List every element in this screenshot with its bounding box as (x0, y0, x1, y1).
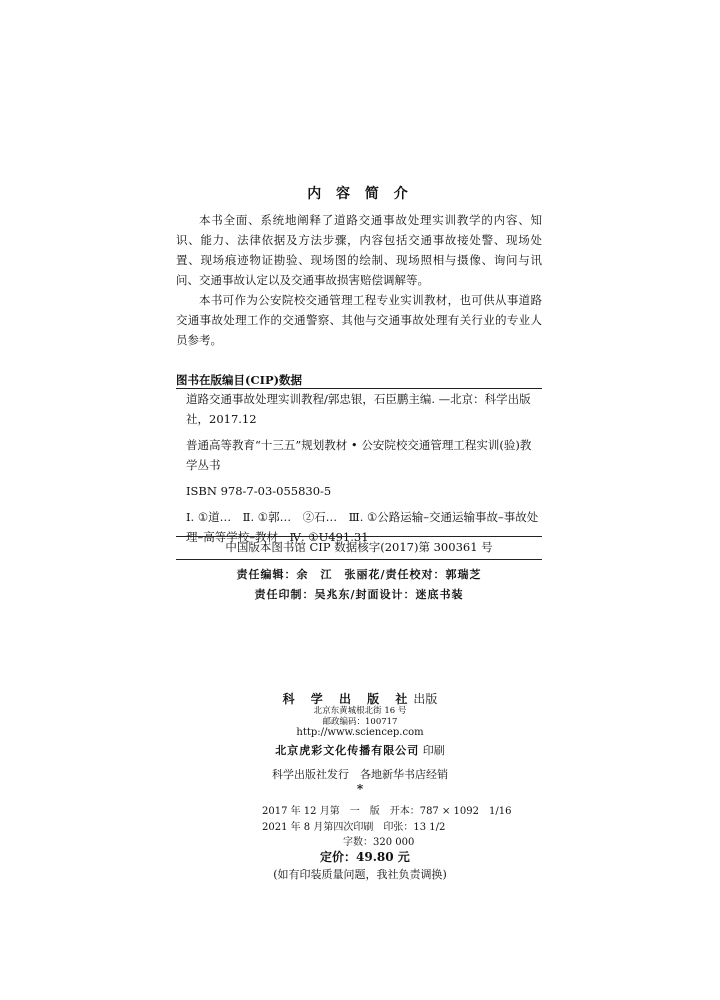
distribution-line: 科学出版社发行 各地新华书店经销 (272, 768, 448, 781)
separator-star: * (356, 782, 364, 796)
editorial-credits-1: 责任编辑：余 江 张丽花/责任校对：郭瑞芝 (236, 568, 482, 581)
summary-paragraph-2: 本书可作为公安院校交通管理工程专业实训教材，也可供从事道路交通事故处理工作的交通警察、其他与交通事故处理有关行业的专业人员参考。 (176, 293, 542, 347)
publisher-url: http://www.sciencep.com (296, 727, 424, 738)
cip-bottom-rule (176, 559, 542, 560)
edition-info: 2017 年 12 月第 一 版 开本：787 × 1092 1/16 (262, 806, 512, 817)
printer-suffix: 印刷 (422, 744, 445, 757)
quality-note: (如有印装质量问题，我社负责调换) (273, 868, 447, 881)
cip-title-entry: 道路交通事故处理实训教程/郭忠银，石臣鹏主编. —北京：科学出版社，2017.12 (186, 392, 531, 426)
printer-line (0, 742, 720, 758)
word-count: 字数：320 000 (343, 837, 415, 848)
summary-paragraph-1: 本书全面、系统地阐释了道路交通事故处理实训教学的内容、知识、能力、法律依据及方法步骤，内容包括交通事故接处警、现场处置、现场痕迹物证勘验、现场图的绘制、现场照相与摄像、询问与讯问、交通事故认定以及交通事故损害赔偿调解等。 (176, 213, 542, 287)
content-summary (176, 210, 542, 350)
cip-number: 中国版本图书馆 CIP 数据核字(2017)第 300361 号 (225, 540, 493, 554)
printer-name: 北京虎彩文化传播有限公司 (275, 744, 420, 757)
printing-info: 2021 年 8 月第四次印刷 印张：13 1/2 (262, 822, 446, 833)
content-summary-title: 内 容 简 介 (307, 186, 413, 202)
cip-record (176, 389, 542, 553)
publisher-address: 北京东黄城根北街 16 号 (313, 706, 407, 716)
cip-classification: Ⅰ. ①道… Ⅱ. ①郭… ②石… Ⅲ. ①公路运输–交通运输事故–事故处理–高等学校–教材 Ⅳ. ①U491.31 (186, 510, 539, 544)
publisher-suffix: 出版 (413, 692, 438, 706)
cip-series-entry: 普通高等教育“十三五”规划教材 • 公安院校交通管理工程实训(验)教学丛书 (186, 438, 532, 472)
cip-heading: 图书在版编目(CIP)数据 (176, 373, 303, 387)
cip-divider-rule (176, 536, 542, 537)
price: 定价：49.80 元 (320, 850, 410, 864)
editorial-credits-2: 责任印制：吴兆东/封面设计：迷底书装 (254, 588, 464, 601)
cip-isbn: ISBN 978-7-03-055830-5 (186, 484, 332, 498)
publisher-postcode: 邮政编码：100717 (322, 717, 398, 727)
publisher-name: 科 学 出 版 社 (282, 692, 414, 706)
